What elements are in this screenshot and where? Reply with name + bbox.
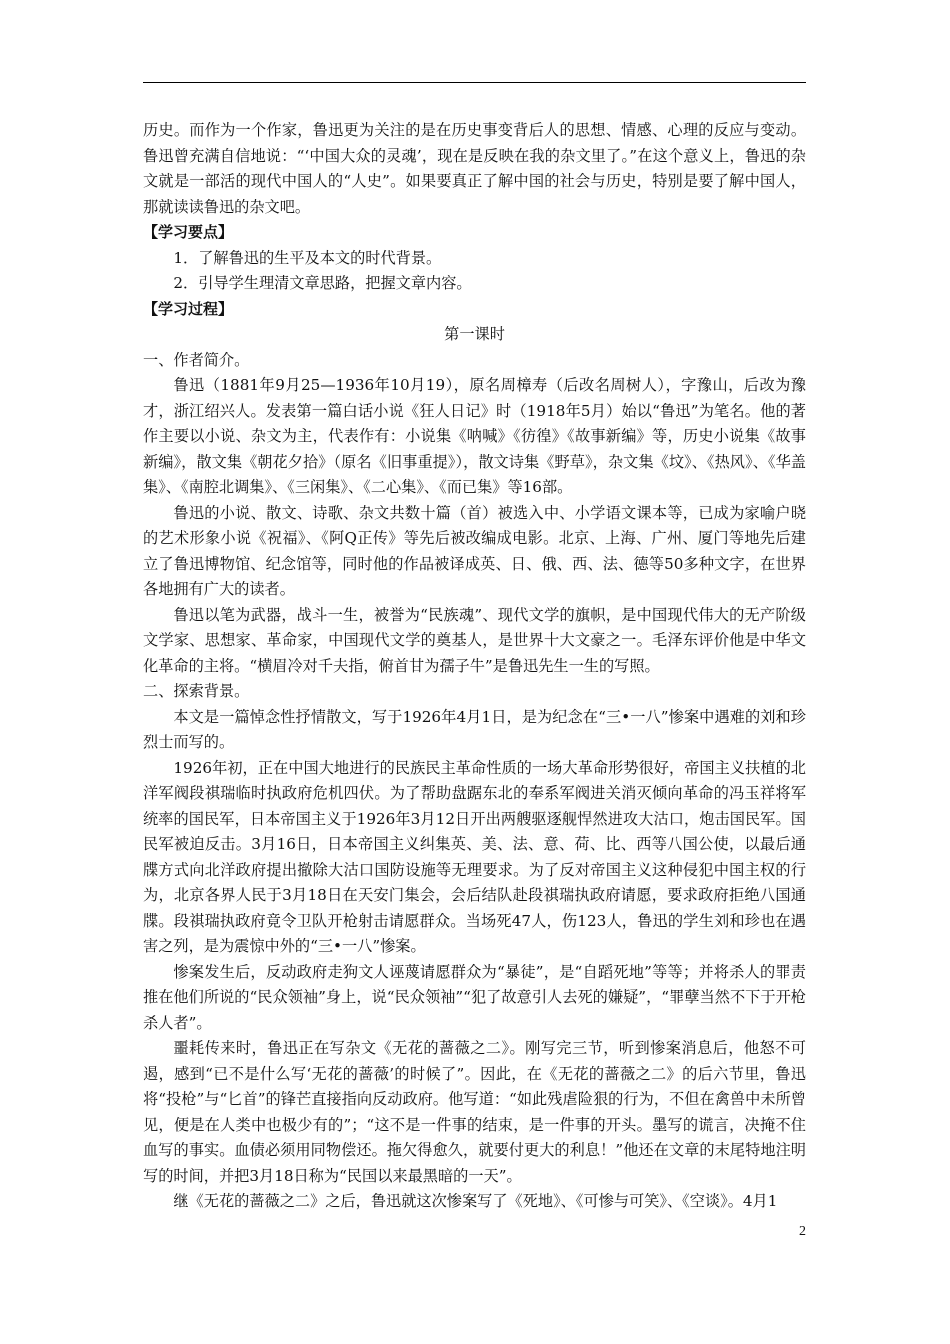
subsection-heading: 一、作者简介。 <box>143 350 250 369</box>
page-number: 2 <box>799 1224 806 1239</box>
paragraph: 1926年初，正在中国大地进行的民族民主革命性质的一场大革命形势很好，帝国主义扶植的北洋军阀段祺瑞临时执政府危机四伏。为了帮助盘踞东北的奉系军阀进关消灭倾向革命的冯玉祥将军统率的国民军，日本帝国主义于1926年3月12日开出两艘驱逐舰悍然进攻大沽口，炮击国民军。国民军被迫反击。3月16日，日本帝国主义纠集英、美、法、意、荷、比、西等八国公使，以最后通牒方式向北洋政府提出撤除大沽口国防设施等无理要求。为了反对帝国主义这种侵犯中国主权的行为，北京各界人民于3月18日在天安门集会，会后结队赴段祺瑞执政府请愿，要求政府拒绝八国通牒。段祺瑞执政府竟令卫队开枪射击请愿群众。当场死47人，伤123人，鲁迅的学生刘和珍也在遇害之列，是为震惊中外的“三•一八”惨案。 <box>143 758 806 955</box>
paragraph: 本文是一篇悼念性抒情散文，写于1926年4月1日，是为纪念在“三•一八”惨案中遇难的刘和珍烈士而写的。 <box>143 707 806 751</box>
section-heading-study-points: 【学习要点】 <box>143 223 234 241</box>
subsection-heading: 二、探索背景。 <box>143 682 250 700</box>
paragraph: 继《无花的蔷薇之二》之后，鲁迅就这次惨案写了《死地》、《可惨与可笑》、《空谈》。4月1 <box>173 1192 778 1210</box>
section-heading-study-process: 【学习过程】 <box>143 299 234 318</box>
lesson-title: 第一课时 <box>444 325 505 343</box>
header-rule <box>143 82 806 83</box>
paragraph: 鲁迅以笔为武器，战斗一生，被誉为“民族魂”、现代文学的旗帜，是中国现代伟大的无产阶级文学家、思想家、革命家，中国现代文学的奠基人，是世界十大文豪之一。毛泽东评价他是中华文化革命的主将。“横眉冷对千夫指，俯首甘为孺子牛”是鲁迅先生一生的写照。 <box>143 605 806 675</box>
paragraph: 鲁迅的小说、散文、诗歌、杂文共数十篇（首）被选入中、小学语文课本等，已成为家喻户晓的艺术形象小说《祝福》、《阿Q正传》等先后被改编成电影。北京、上海、广州、厦门等地先后建立了鲁迅博物馆、纪念馆等，同时他的作品被译成英、日、俄、西、法、德等50多种文字，在世界各地拥有广大的读者。 <box>143 503 806 598</box>
list-item: 1．了解鲁迅的生平及本文的时代背景。 <box>173 248 442 267</box>
paragraph: 噩耗传来时，鲁迅正在写杂文《无花的蔷薇之二》。刚写完三节，听到惨案消息后，他怒不可遏，感到“已不是什么写‘无花的蔷薇’的时候了”。因此，在《无花的蔷薇之二》的后六节里，鲁迅将“投枪”与“匕首”的锋芒直接指向反动政府。他写道：“如此残虐险狠的行为，不但在禽兽中未所曾见，便是在人类中也极少有的”；“这不是一件事的结束，是一件事的开头。墨写的谎言，决掩不住血写的事实。血债必须用同物偿还。拖欠得愈久，就要付更大的利息！”他还在文章的末尾特地注明写的时间，并把3月18日称为“民国以来最黑暗的一天”。 <box>143 1039 806 1185</box>
paragraph: 惨案发生后，反动政府走狗文人诬蔑请愿群众为“暴徒”，是“自蹈死地”等等；并将杀人的罪责推在他们所说的“民众领袖”身上，说“民众领袖”“犯了故意引人去死的嫌疑”，“罪孽当然不下于开枪杀人者”。 <box>143 962 806 1032</box>
paragraph: 历史。而作为一个作家，鲁迅更为关注的是在历史事变背后人的思想、情感、心理的反应与变动。鲁迅曾充满自信地说：“‘中国大众的灵魂’，现在是反映在我的杂文里了。”在这个意义上，鲁迅的杂文就是一部活的现代中国人的“人史”。如果要真正了解中国的社会与历史，特别是要了解中国人，那就读读鲁迅的杂文吧。 <box>143 121 806 216</box>
document-body <box>143 118 806 1215</box>
paragraph: 鲁迅（1881年9月25—1936年10月19），原名周樟寿（后改名周树人），字豫山，后改为豫才，浙江绍兴人。发表第一篇白话小说《狂人日记》时（1918年5月）始以“鲁迅”为笔名。他的著作主要以小说、杂文为主，代表作有：小说集《呐喊》《彷徨》《故事新编》等，历史小说集《故事新编》，散文集《朝花夕拾》（原名《旧事重提》），散文诗集《野草》，杂文集《坟》、《热风》、《华盖集》、《南腔北调集》、《三闲集》、《二心集》、《而已集》等16部。 <box>143 376 806 496</box>
list-item: 2．引导学生理清文章思路，把握文章内容。 <box>173 274 472 292</box>
